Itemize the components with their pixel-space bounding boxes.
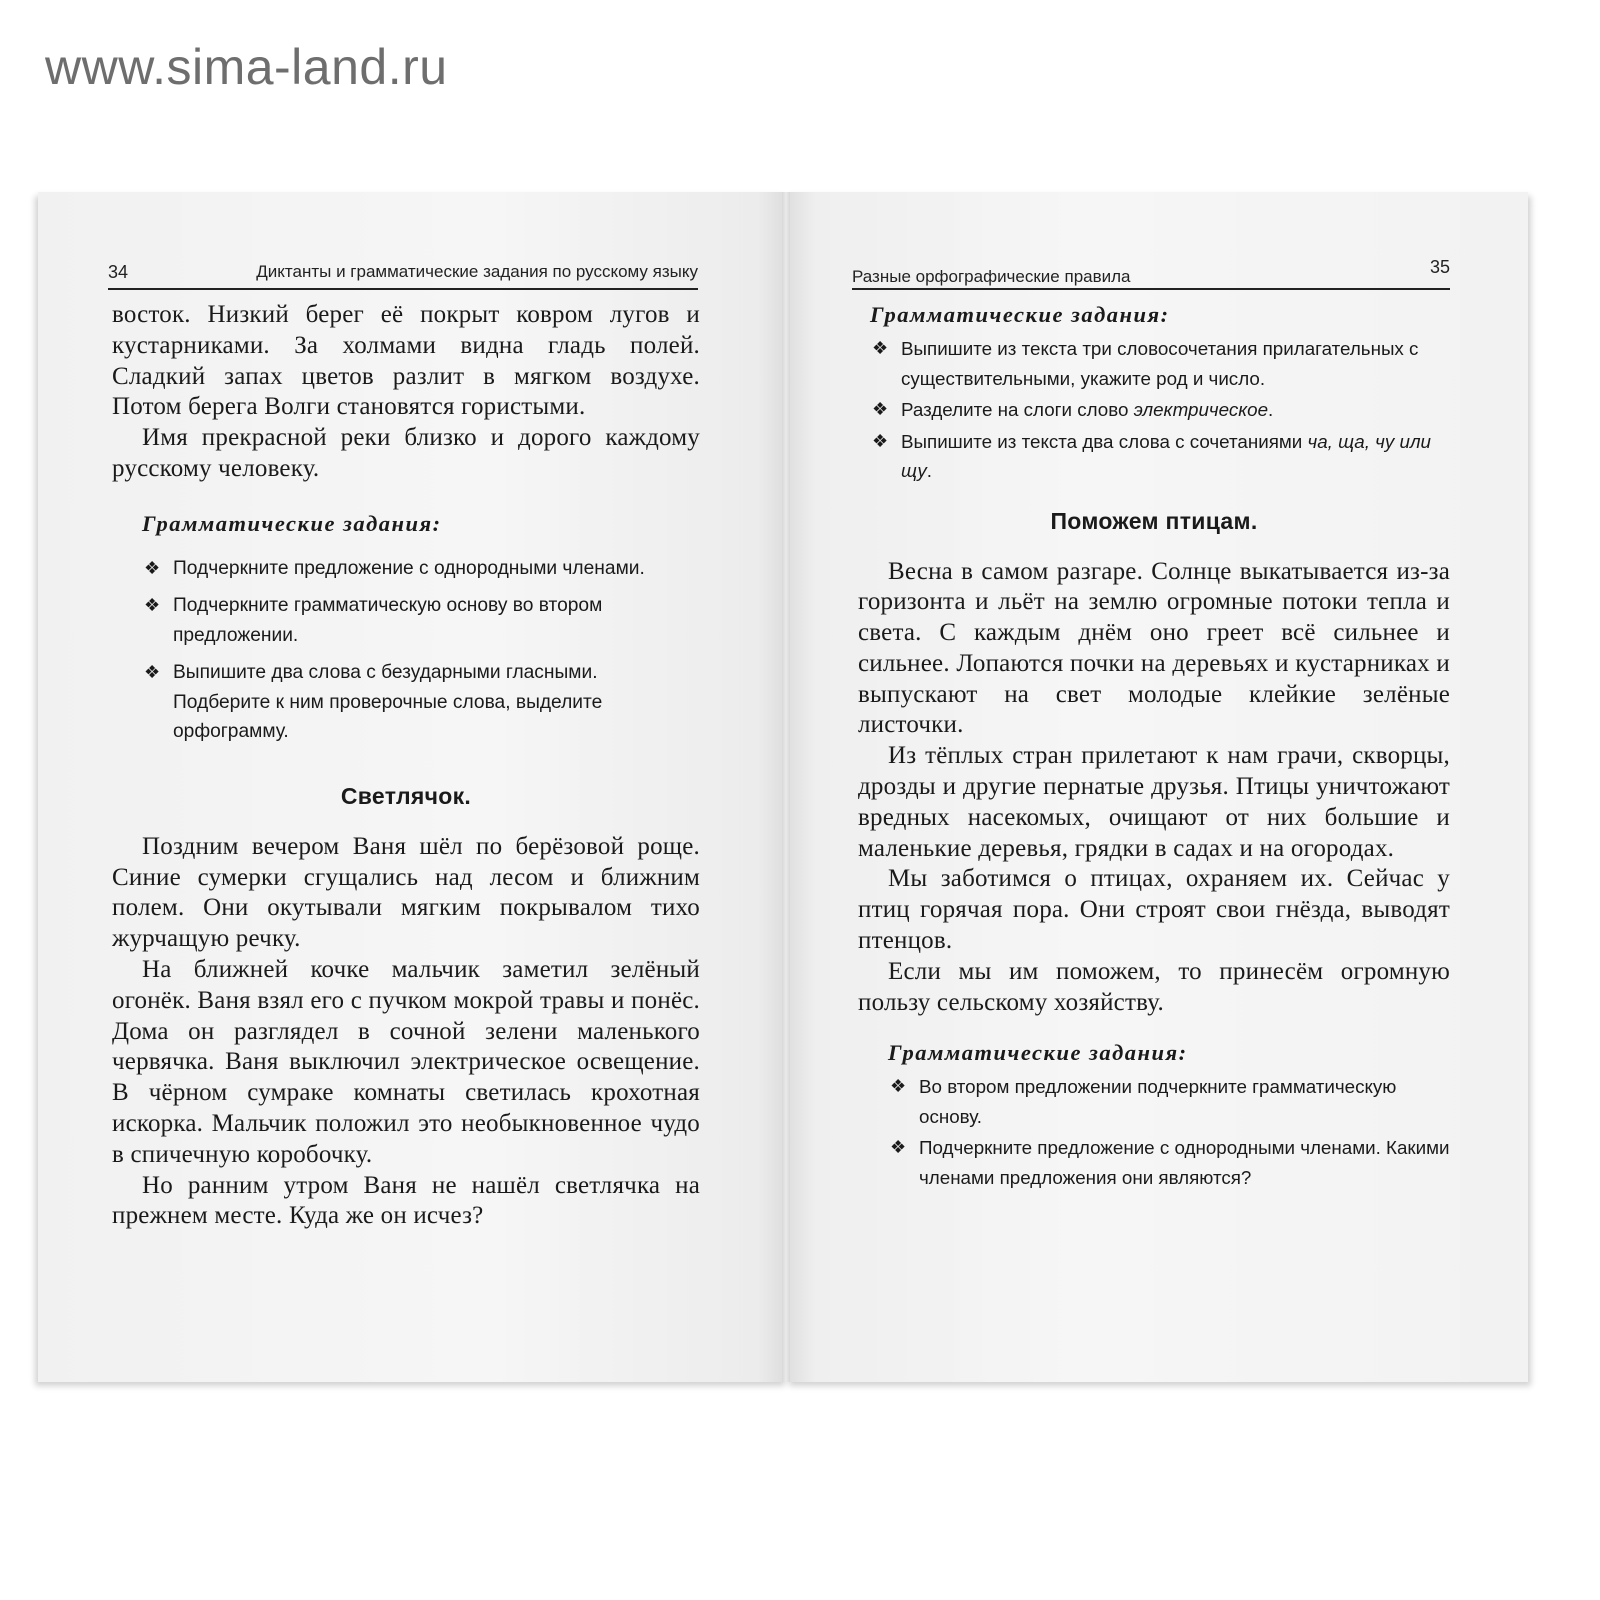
- paragraph: На ближней кочке мальчик заметил зелёный огонёк. Ваня взял его с пучком мокрой травы и понёс. Дома он разглядел в сочной зелени маленького червячка. Ваня выключил электрическое освещение. В чёрном сумраке комнаты светилась крохотная искорка. Мальчик положил это необыкновенное чудо в спичечную коробочку.: [112, 955, 700, 1168]
- paragraph: Если мы им поможем, то принесём огромную пользу сельскому хозяйству.: [858, 957, 1450, 1016]
- bullet-icon: ❖: [144, 662, 161, 683]
- bullet-icon: ❖: [872, 430, 889, 451]
- task-text: Подчеркните грамматическую основу во втором предложении.: [173, 595, 603, 646]
- task-text: Выпишите два слова с безударными гласными. Подберите к ним проверочные слова, выделите орфограмму.: [173, 662, 603, 743]
- task-item: [872, 395, 1450, 425]
- task-item: [890, 1133, 1450, 1192]
- right-running-title: Разные орфографические правила: [852, 267, 1131, 286]
- right-page: [786, 192, 1528, 1382]
- paragraph: восток. Низкий берег её покрыт ковром лугов и кустарниками. За холмами видна гладь полей. Сладкий запах цветов разлит в мягком воздухе. Потом берега Волги становятся гористыми.: [112, 301, 700, 421]
- right-running-head: [852, 257, 1450, 290]
- paragraph: Поздним вечером Ваня шёл по берёзовой роще. Синие сумерки сгущались над лесом и ближним полем. Они окутывали мягким покрывалом тихо журчащую речку.: [112, 832, 700, 953]
- task-text: Выпишите из текста три словосочетания прилагательных с существительными, укажите род и число.: [901, 338, 1419, 389]
- bullet-icon: ❖: [872, 338, 889, 358]
- bullet-icon: ❖: [144, 595, 161, 616]
- task-item: [144, 591, 700, 650]
- task-emphasis: электрическое: [1133, 399, 1269, 420]
- bullet-icon: ❖: [144, 557, 161, 578]
- right-content: [858, 302, 1450, 1200]
- task-text: Во втором предложении подчеркните грамматическую основу.: [919, 1076, 1397, 1127]
- task-text-end: .: [926, 460, 933, 481]
- task-text-end: .: [1268, 399, 1274, 420]
- task-text: Разделите на слоги слово: [901, 399, 1134, 420]
- task-list: [144, 554, 700, 747]
- task-item: [144, 658, 700, 747]
- right-page-number: 35: [1429, 257, 1450, 277]
- task-emphasis: ча, ща, чу или щу: [901, 430, 1431, 481]
- open-book: [38, 192, 1528, 1392]
- left-running-title: Диктанты и грамматические задания по русскому языку: [256, 262, 698, 281]
- bullet-icon: ❖: [872, 399, 889, 419]
- left-page-number: 34: [108, 262, 129, 282]
- task-item: [890, 1072, 1450, 1131]
- bullet-icon: ❖: [890, 1076, 907, 1097]
- task-text: Подчеркните предложение с однородными членами. Какими членами предложения они являются?: [919, 1137, 1450, 1188]
- task-list: [872, 334, 1450, 486]
- task-item: [872, 427, 1450, 486]
- task-list: [890, 1072, 1450, 1192]
- book-gutter: [782, 192, 790, 1382]
- paragraph: Имя прекрасной реки близко и дорого каждому русскому человеку.: [112, 424, 700, 482]
- paragraph: Мы заботимся о птицах, охраняем их. Сейчас у птиц горячая пора. Они строят свои гнёзда, выводят птенцов.: [858, 865, 1450, 955]
- left-content: [112, 300, 700, 1232]
- watermark: www.sima-land.ru: [45, 39, 448, 95]
- tasks-heading: Грамматические задания:: [888, 1040, 1188, 1066]
- task-item: [144, 554, 700, 584]
- paragraph: Весна в самом разгаре. Солнце выкатывается из-за горизонта и льёт на землю огромные потоки тепла и света. С каждым днём оно греет всё сильнее и сильнее. Лопаются почки на деревьях и кустарниках и выпускают на свет молодые клейкие зелёные листочки.: [858, 557, 1450, 739]
- left-running-head: [108, 261, 698, 290]
- task-text: Выпишите из текста два слова с сочетаниями: [901, 430, 1308, 452]
- bullet-icon: ❖: [890, 1137, 907, 1158]
- tasks-heading: Грамматические задания:: [870, 302, 1170, 327]
- story-title: Поможем птицам.: [1050, 507, 1258, 534]
- task-text: Подчеркните предложение с однородными членами.: [173, 557, 645, 579]
- left-page: [38, 192, 788, 1382]
- tasks-heading: Грамматические задания:: [142, 510, 442, 536]
- paragraph: Но ранним утром Ваня не нашёл светлячка на прежнем месте. Куда же он исчез?: [112, 1171, 700, 1230]
- story-title: Светлячок.: [340, 782, 472, 809]
- task-item: [872, 334, 1450, 393]
- paragraph: Из тёплых стран прилетают к нам грачи, скворцы, дрозды и другие пернатые друзья. Птицы уничтожают вредных насекомых, очищают от них большие и маленькие деревья, грядки в садах и на огородах.: [858, 742, 1450, 862]
